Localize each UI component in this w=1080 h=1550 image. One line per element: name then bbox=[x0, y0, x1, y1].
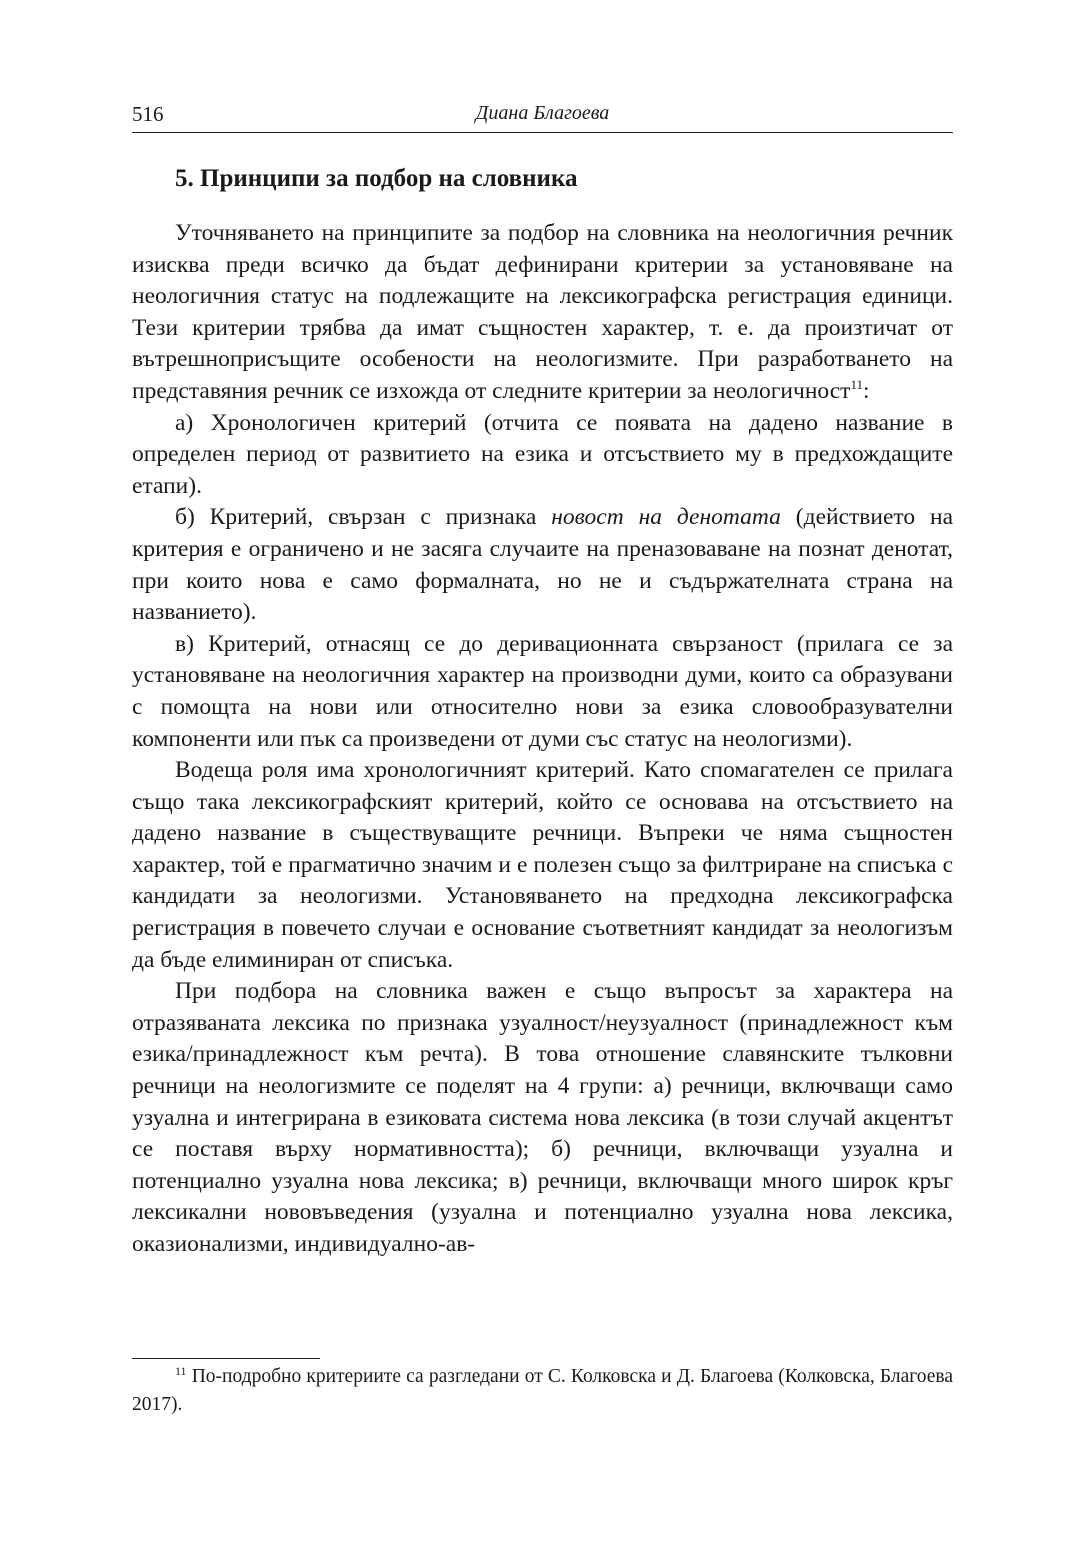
footnote-text: По-подробно критериите са разгледани от С. Колковска и Д. Благоева (Колковска, Благоева 2017). bbox=[132, 1366, 953, 1415]
paragraph: Водеща роля има хронологичният критерий. Като спомагателен се прилага също така лексикографският критерий, който се основава на отсъствието на дадено название в съществуващите речници. Въпреки че няма същностен характер, той е прагматично значим и е полезен също за филтриране на списъка с кандидати за неологизми. Установяването на предходна лексикографска регистрация в повечето случаи е основание съответният кандидат за неологизъм да бъде елиминиран от списъка. bbox=[132, 757, 953, 973]
paragraph bbox=[132, 218, 953, 408]
paragraph-text: Уточняването на принципите за подбор на словника на неологичния речник изисква преди всичко да бъдат дефинирани критерии за установяване на неологичния статус на подлежащите на лексикографска регистрация единици. Тези критерии трябва да имат същностен характер, т. е. да произтичат от вътрешноприсъщите особености на неологизмите. При разработването на представяния речник се изхожда от следните критерии за неологичност bbox=[132, 220, 953, 404]
paragraph-tail: : bbox=[862, 377, 870, 404]
paragraph-lead: б) Критерий, свързан с признака bbox=[175, 504, 552, 531]
emphasized-term: новост на денотата bbox=[551, 504, 781, 531]
paragraph: а) Хронологичен критерий (отчита се появата на дадено название в определен период от развитието на езика и отсъствието му в предхождащите етапи). bbox=[132, 409, 953, 499]
footnote bbox=[132, 1363, 953, 1419]
paragraph bbox=[132, 502, 953, 628]
paragraph: в) Критерий, отнасящ се до деривационната свързаност (прилага се за установяване на неологичния характер на производни думи, които са образувани с помощта на нови или относително нови за езика словообразувателни компоненти или пък са произведени от думи със статус на неологизми). bbox=[132, 630, 953, 752]
paragraph-rest: (действието на критерия е ограничено и не засяга случаите на преназоваване на познат денотат, при които нова е само формалната, но не и съдържателната страна на названието). bbox=[132, 504, 954, 626]
page-number: 516 bbox=[132, 102, 164, 126]
footnote-reference: 11 bbox=[850, 376, 863, 392]
running-header bbox=[132, 100, 953, 133]
paragraph: При подбора на словника важен е също въпросът за характера на отразяваната лексика по признака узуалност/неузуалност (принадлежност към езика/принадлежност към речта). В това отношение славянските тълковни речници на неологизмите се поделят на 4 групи: а) речници, включващи само узуална и интегрирана в езиковата система нова лексика (в този случай акцентът се поставя върху нормативността); б) речници, включващи узуална и потенциално узуална нова лексика; в) речници, включващи много широк кръг лексикални нововъведения (узуална и потенциално узуална нова лексика, оказионализми, индивидуално-ав- bbox=[132, 978, 953, 1257]
footnote-divider bbox=[132, 1358, 320, 1359]
footnote-number: 11 bbox=[175, 1364, 187, 1378]
section-heading: 5. Принципи за подбор на словника bbox=[175, 165, 578, 192]
body-text bbox=[132, 218, 953, 1261]
running-head-author: Диана Благоева bbox=[475, 102, 610, 124]
